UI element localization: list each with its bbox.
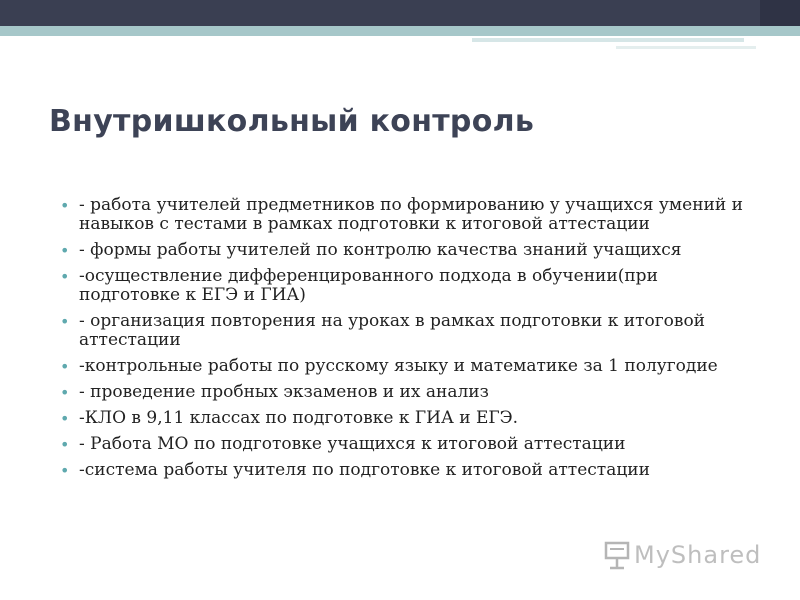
watermark-logo <box>604 538 764 572</box>
list-item <box>60 241 760 260</box>
bullet-icon: • <box>60 241 70 260</box>
list-item <box>60 435 760 454</box>
list-item <box>60 267 760 305</box>
list-item <box>60 357 760 376</box>
header-accent-strip <box>0 26 800 36</box>
list-item <box>60 409 760 428</box>
list-item-text: - проведение пробных экзаменов и их анализ <box>79 382 489 402</box>
list-item <box>60 383 760 402</box>
list-item <box>60 461 760 480</box>
slide-title: Внутришкольный контроль <box>49 104 535 139</box>
watermark-text: MyShared <box>634 541 762 569</box>
bullet-icon: • <box>60 267 70 286</box>
header-band <box>0 0 800 26</box>
list-item-text: - организация повторения на уроках в рамках подготовки к итоговой аттестации <box>79 311 706 350</box>
list-item-text: - работа учителей предметников по формированию у учащихся умений и навыков с тестами в рамках подготовки к итоговой аттестации <box>79 195 743 234</box>
list-item-text: -контрольные работы по русскому языку и математике за 1 полугодие <box>79 356 718 376</box>
bullet-icon: • <box>60 435 70 454</box>
bullet-icon: • <box>60 409 70 428</box>
header-accent-line <box>472 38 744 42</box>
list-item-text: - формы работы учителей по контролю качества знаний учащихся <box>79 240 682 260</box>
list-item-text: -система работы учителя по подготовке к итоговой аттестации <box>79 460 650 480</box>
list-item-text: -осуществление дифференцированного подхода в обучении(при подготовке к ЕГЭ и ГИА) <box>79 266 658 305</box>
list-item <box>60 196 760 234</box>
header-accent-line-short <box>616 46 756 49</box>
list-item-text: - Работа МО по подготовке учащихся к итоговой аттестации <box>79 434 626 454</box>
list-item <box>60 312 760 350</box>
bullet-icon: • <box>60 383 70 402</box>
bullet-icon: • <box>60 357 70 376</box>
bullet-icon: • <box>60 312 70 331</box>
header-band-right <box>760 0 800 26</box>
presentation-board-icon <box>604 540 630 570</box>
list-item-text: -КЛО в 9,11 классах по подготовке к ГИА и ЕГЭ. <box>79 408 519 428</box>
bullet-icon: • <box>60 461 70 480</box>
bullet-list <box>60 196 760 487</box>
bullet-icon: • <box>60 196 70 215</box>
